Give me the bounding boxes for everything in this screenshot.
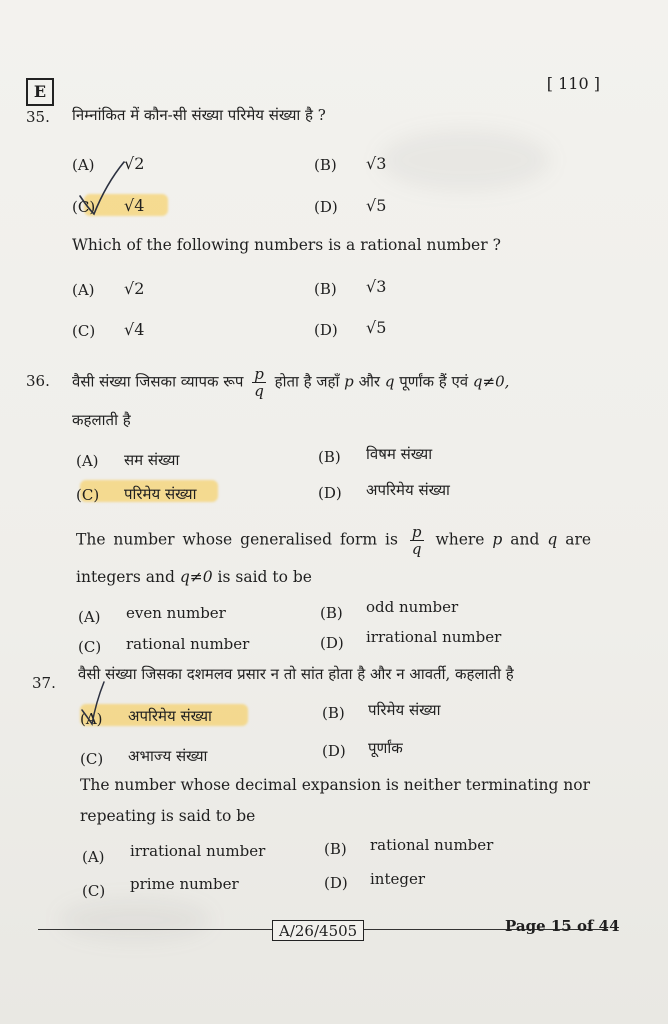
option-label: (B) xyxy=(320,604,343,622)
option-value: अभाज्य संख्या xyxy=(128,747,208,765)
option-value: परिमेय संख्या xyxy=(368,701,441,719)
question-text-hindi xyxy=(72,366,509,399)
question-text-part: and xyxy=(510,530,540,549)
pen-tick-mark-icon xyxy=(76,160,132,216)
option-value: √5 xyxy=(366,318,387,337)
page-count: Page 15 of 44 xyxy=(505,917,620,935)
option-label: (A) xyxy=(76,452,99,470)
option-label: (B) xyxy=(314,156,337,174)
option-label: (D) xyxy=(318,484,342,502)
question-text-part: और xyxy=(358,372,381,391)
page-smudge xyxy=(60,900,210,940)
option-value: √3 xyxy=(366,154,387,173)
option-value: irrational number xyxy=(130,842,266,860)
option-label: (A) xyxy=(72,156,95,174)
question-text-hindi: वैसी संख्या जिसका दशमलव प्रसार न तो सांत होता है और न आवर्ती, कहलाती है xyxy=(78,665,514,683)
math-variable: q xyxy=(384,372,395,391)
option-value: √5 xyxy=(366,196,387,215)
question-text-part: where xyxy=(435,530,485,549)
option-value: even number xyxy=(126,604,226,622)
option-value: √2 xyxy=(124,279,145,298)
math-variable: p xyxy=(344,372,354,391)
option-value: अपरिमेय संख्या xyxy=(128,707,212,725)
page-reference: [ 110 ] xyxy=(546,74,600,93)
option-label: (D) xyxy=(314,198,338,216)
option-value: √3 xyxy=(366,277,387,296)
option-value: अपरिमेय संख्या xyxy=(366,481,450,499)
math-condition: q≠0, xyxy=(472,372,510,391)
question-text-part: The number whose generalised form is xyxy=(76,530,398,549)
option-label: (B) xyxy=(322,704,345,722)
math-condition: q≠0 xyxy=(179,568,213,586)
option-label: (C) xyxy=(72,322,96,340)
question-text-english-line2 xyxy=(76,568,312,586)
option-label: (B) xyxy=(318,448,341,466)
option-label: (D) xyxy=(314,321,338,339)
option-label: (C) xyxy=(82,882,106,900)
math-variable: q xyxy=(547,530,558,549)
question-text-part: is said to be xyxy=(217,568,312,586)
option-label: (B) xyxy=(324,840,347,858)
option-label: (D) xyxy=(322,742,346,760)
option-label: (C) xyxy=(72,198,96,216)
option-value: परिमेय संख्या xyxy=(124,485,197,503)
option-value: √4 xyxy=(124,196,145,215)
option-label: (A) xyxy=(78,608,101,626)
question-text-english-line2: repeating is said to be xyxy=(80,807,256,825)
set-code-box: E xyxy=(26,78,54,106)
question-text-english: The number whose decimal expansion is neither terminating nor xyxy=(80,776,591,794)
question-text-part: पूर्णांक हैं एवं xyxy=(399,372,469,391)
option-value: odd number xyxy=(366,598,459,616)
question-number: 37. xyxy=(32,674,56,692)
option-label: (A) xyxy=(72,281,95,299)
option-label: (C) xyxy=(80,750,104,768)
option-value: rational number xyxy=(370,836,494,854)
question-number: 36. xyxy=(26,372,50,390)
question-text-hindi: निम्नांकित में कौन-सी संख्या परिमेय संख्या है ? xyxy=(72,106,326,124)
option-label: (A) xyxy=(80,710,103,728)
option-value: पूर्णांक xyxy=(368,739,403,757)
fraction-p-over-q: $\frac{p}{q}$ xyxy=(411,523,422,558)
option-value: integer xyxy=(370,870,426,888)
question-text-part: are xyxy=(565,530,592,549)
option-label: (D) xyxy=(320,634,344,652)
pen-tick-mark-icon xyxy=(80,680,120,726)
option-value: √2 xyxy=(124,154,145,173)
option-label: (B) xyxy=(314,280,337,298)
option-value: √4 xyxy=(124,320,145,339)
fraction-p-over-q: $\frac{p}{q}$ xyxy=(254,365,264,400)
question-text-hindi-line2: कहलाती है xyxy=(72,411,131,429)
paper-code: A/26/4505 xyxy=(272,920,364,941)
question-text-part: वैसी संख्या जिसका व्यापक रूप xyxy=(72,372,244,391)
option-value: विषम संख्या xyxy=(366,445,433,463)
question-text-english xyxy=(76,524,591,557)
math-variable: p xyxy=(492,530,503,549)
question-text-part: होता है जहाँ xyxy=(274,372,340,391)
option-label: (A) xyxy=(82,848,105,866)
option-value: irrational number xyxy=(366,628,502,646)
option-label: (D) xyxy=(324,874,348,892)
option-value: सम संख्या xyxy=(124,451,180,469)
option-value: prime number xyxy=(130,875,239,893)
option-label: (C) xyxy=(76,486,100,504)
question-text-part: integers and xyxy=(76,568,175,586)
option-value: rational number xyxy=(126,635,250,653)
question-text-english: Which of the following numbers is a rational number ? xyxy=(72,236,501,254)
page-smudge xyxy=(380,130,550,190)
option-label: (C) xyxy=(78,638,102,656)
question-number: 35. xyxy=(26,108,50,126)
